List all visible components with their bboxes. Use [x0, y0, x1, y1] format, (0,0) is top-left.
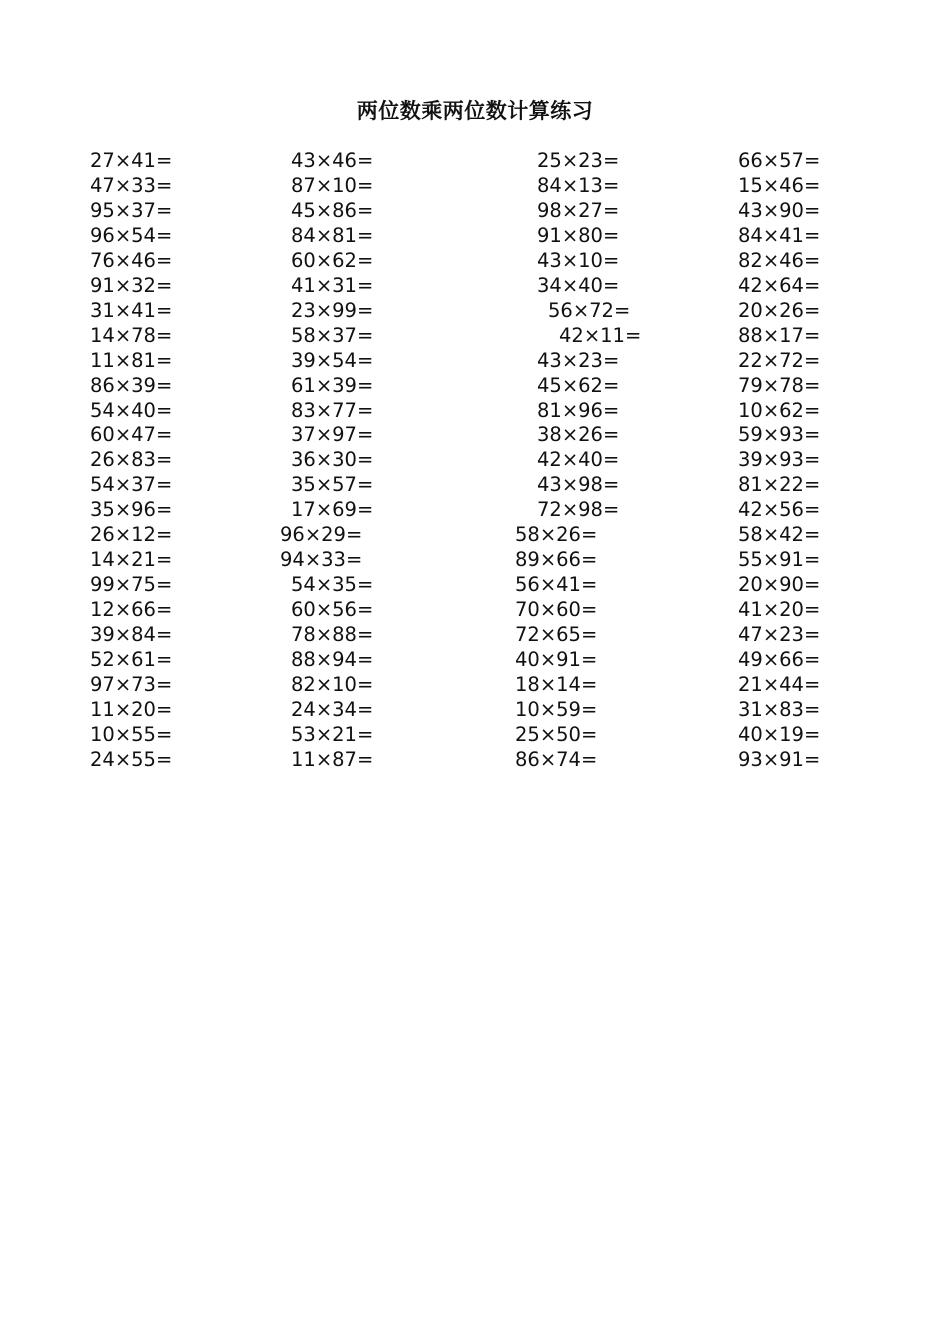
problem-item: 70×60=: [515, 598, 598, 622]
problem-item: 95×37=: [90, 198, 173, 222]
problem-item: 91×32=: [90, 273, 173, 297]
problem-item: 60×56=: [291, 598, 374, 622]
problem-item: 66×57=: [738, 149, 821, 172]
problem-item: 42×40=: [537, 448, 620, 472]
problem-item: 89×66=: [515, 548, 598, 572]
problem-item: 20×26=: [738, 298, 821, 322]
page-title: 两位数乘两位数计算练习: [356, 99, 594, 123]
problem-item: 84×41=: [738, 223, 821, 247]
problem-item: 25×50=: [515, 722, 598, 746]
problem-item: 82×46=: [738, 248, 821, 272]
problem-item: 60×47=: [90, 423, 173, 447]
problem-item: 47×23=: [738, 623, 821, 647]
problem-item: 96×29=: [280, 523, 363, 547]
problem-item: 39×54=: [291, 348, 374, 372]
problem-item: 55×91=: [738, 548, 821, 572]
problem-item: 86×74=: [515, 747, 598, 771]
problem-item: 24×55=: [90, 747, 173, 771]
problem-item: 83×77=: [291, 398, 374, 422]
problem-item: 47×33=: [90, 173, 173, 197]
problem-item: 84×81=: [291, 223, 374, 247]
problem-item: 99×75=: [90, 573, 173, 597]
problem-item: 10×55=: [90, 722, 173, 746]
problem-item: 96×54=: [90, 223, 173, 247]
problem-item: 42×64=: [738, 273, 821, 297]
problem-item: 26×12=: [90, 523, 173, 547]
problem-item: 25×23=: [537, 149, 620, 172]
problem-item: 21×44=: [738, 672, 821, 696]
problem-item: 54×37=: [90, 473, 173, 497]
problem-item: 26×83=: [90, 448, 173, 472]
problem-item: 27×41=: [90, 149, 173, 172]
problem-item: 86×39=: [90, 373, 173, 397]
problem-item: 87×10=: [291, 173, 374, 197]
problem-item: 54×35=: [291, 573, 374, 597]
problem-item: 10×62=: [738, 398, 821, 422]
problem-item: 45×86=: [291, 198, 374, 222]
problem-item: 36×30=: [291, 448, 374, 472]
problem-item: 14×78=: [90, 323, 173, 347]
problem-item: 43×90=: [738, 198, 821, 222]
problem-item: 20×90=: [738, 573, 821, 597]
problem-item: 91×80=: [537, 223, 620, 247]
problem-item: 34×40=: [537, 273, 620, 297]
problem-item: 94×33=: [280, 548, 363, 572]
problem-item: 52×61=: [90, 648, 173, 671]
problem-item: 43×98=: [537, 473, 620, 497]
problem-item: 24×34=: [291, 697, 374, 721]
problem-item: 81×22=: [738, 473, 821, 497]
problem-item: 81×96=: [537, 398, 620, 422]
problem-item: 43×23=: [537, 348, 620, 372]
problem-item: 17×69=: [291, 498, 374, 522]
problem-item: 60×62=: [291, 248, 374, 272]
problem-item: 10×59=: [515, 697, 598, 721]
problem-item: 76×46=: [90, 248, 173, 272]
problem-item: 61×39=: [291, 373, 374, 397]
problem-item: 78×88=: [291, 623, 374, 647]
problem-item: 59×93=: [738, 423, 821, 447]
problem-item: 58×26=: [515, 523, 598, 547]
problem-item: 41×31=: [291, 273, 374, 297]
problem-item: 97×73=: [90, 672, 173, 696]
problem-item: 53×21=: [291, 722, 374, 746]
problem-item: 40×19=: [738, 722, 821, 746]
problem-item: 39×84=: [90, 623, 173, 647]
problem-item: 58×37=: [291, 323, 374, 347]
problem-item: 40×91=: [515, 648, 598, 671]
problem-item: 43×46=: [291, 149, 374, 172]
problem-item: 11×20=: [90, 697, 173, 721]
problem-item: 88×94=: [291, 648, 374, 671]
problem-item: 35×57=: [291, 473, 374, 497]
problem-item: 56×72=: [548, 298, 631, 322]
problem-item: 12×66=: [90, 598, 173, 622]
problem-item: 43×10=: [537, 248, 620, 272]
problem-item: 42×56=: [738, 498, 821, 522]
problem-item: 35×96=: [90, 498, 173, 522]
problem-item: 88×17=: [738, 323, 821, 347]
problem-item: 84×13=: [537, 173, 620, 197]
problem-item: 22×72=: [738, 348, 821, 372]
problem-item: 56×41=: [515, 573, 598, 597]
problem-item: 15×46=: [738, 173, 821, 197]
problem-item: 72×98=: [537, 498, 620, 522]
problem-item: 45×62=: [537, 373, 620, 397]
problem-item: 18×14=: [515, 672, 598, 696]
problem-item: 98×27=: [537, 198, 620, 222]
problem-item: 39×93=: [738, 448, 821, 472]
problem-item: 93×91=: [738, 747, 821, 771]
problem-item: 11×87=: [291, 747, 374, 771]
problem-item: 31×83=: [738, 697, 821, 721]
problem-item: 38×26=: [537, 423, 620, 447]
problem-item: 54×40=: [90, 398, 173, 422]
problem-item: 41×20=: [738, 598, 821, 622]
problem-item: 79×78=: [738, 373, 821, 397]
problem-item: 42×11=: [559, 323, 642, 347]
problem-item: 14×21=: [90, 548, 173, 572]
problem-item: 49×66=: [738, 648, 821, 671]
problem-item: 37×97=: [291, 423, 374, 447]
problem-item: 11×81=: [90, 348, 173, 372]
problem-item: 23×99=: [291, 298, 374, 322]
problem-item: 58×42=: [738, 523, 821, 547]
problem-item: 82×10=: [291, 672, 374, 696]
problem-item: 72×65=: [515, 623, 598, 647]
problem-item: 31×41=: [90, 298, 173, 322]
